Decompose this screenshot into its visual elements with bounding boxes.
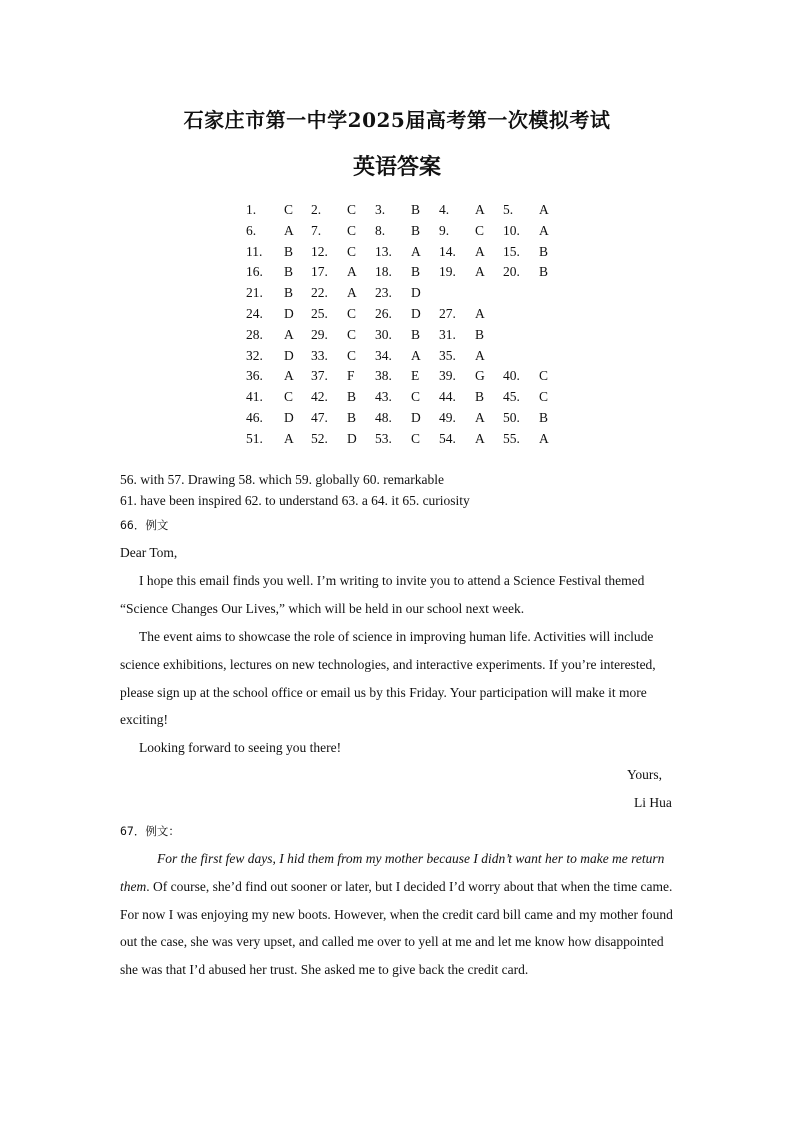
- answer-letter: B: [284, 243, 294, 259]
- answer-letter: C: [347, 305, 357, 321]
- question-number: 42.: [311, 389, 328, 405]
- answer-letter: A: [284, 326, 294, 342]
- question-number: 2.: [311, 202, 322, 217]
- continuation-lead-sentence: For the first few days, I hid them from my mother because I didn’t want her to make me return them: [120, 851, 665, 894]
- question-number: 3.: [375, 202, 386, 217]
- question-number: 49.: [439, 409, 456, 425]
- answer-letter: A: [347, 264, 357, 280]
- question-number: 54.: [439, 430, 456, 446]
- grammar-answers-line1: 56. with 57. Drawing 58. which 59. globally 60. remarkable: [120, 472, 444, 487]
- answer-letter: C: [284, 202, 294, 217]
- letter-paragraph-1: I hope this email finds you well. I’m writing to invite you to attend a Science Festival themed “Science Changes Our Lives,” which will be held in our school next week.: [120, 573, 645, 616]
- q67-label: 67．例文：: [120, 824, 180, 838]
- answer-letter: A: [411, 243, 421, 259]
- answer-letter: E: [411, 368, 420, 384]
- question-number: 28.: [246, 326, 263, 342]
- answer-letter: B: [539, 409, 549, 425]
- question-number: 23.: [375, 285, 392, 301]
- letter-greeting: Dear Tom,: [120, 545, 178, 560]
- exam-title: 石家庄市第一中学2025届高考第一次模拟考试: [183, 108, 611, 132]
- question-number: 22.: [311, 285, 328, 301]
- answer-letter: D: [411, 409, 421, 425]
- answer-letter: A: [284, 430, 294, 446]
- question-number: 52.: [311, 430, 328, 446]
- continuation-writing: [120, 845, 680, 984]
- question-number: 15.: [503, 243, 520, 259]
- answer-letter: D: [284, 409, 294, 425]
- letter-closing: Yours,: [627, 767, 663, 782]
- answer-letter: B: [475, 326, 485, 342]
- question-number: 29.: [311, 326, 328, 342]
- answer-letter: B: [411, 202, 421, 217]
- answer-letter: G: [475, 368, 485, 384]
- question-number: 11.: [246, 243, 263, 259]
- answer-letter: B: [284, 264, 294, 280]
- answer-letter: D: [347, 430, 357, 446]
- answer-letter: D: [284, 305, 294, 321]
- answer-letter: B: [475, 389, 485, 405]
- answer-letter: C: [347, 222, 357, 238]
- question-number: 5.: [503, 202, 514, 217]
- question-number: 4.: [439, 202, 450, 217]
- answer-letter: C: [539, 368, 549, 384]
- question-number: 50.: [503, 409, 520, 425]
- answer-letter: C: [284, 389, 294, 405]
- answer-letter: C: [411, 389, 421, 405]
- answer-letter: A: [539, 202, 549, 217]
- question-number: 1.: [246, 202, 257, 217]
- question-number: 18.: [375, 264, 392, 280]
- answer-letter: D: [284, 347, 294, 363]
- answer-letter: B: [539, 264, 549, 280]
- answer-letter: C: [539, 389, 549, 405]
- answer-letter: C: [347, 243, 357, 259]
- question-number: 19.: [439, 264, 456, 280]
- question-number: 32.: [246, 347, 263, 363]
- answer-letter: C: [347, 326, 357, 342]
- answer-letter: A: [475, 305, 485, 321]
- question-number: 9.: [439, 222, 450, 238]
- answer-letter: A: [475, 347, 485, 363]
- question-number: 34.: [375, 347, 392, 363]
- answer-letter: C: [411, 430, 421, 446]
- answer-letter: A: [475, 243, 485, 259]
- question-number: 10.: [503, 222, 520, 238]
- answer-letter: B: [284, 285, 294, 301]
- question-number: 17.: [311, 264, 328, 280]
- question-number: 25.: [311, 305, 328, 321]
- question-number: 41.: [246, 389, 263, 405]
- answer-letter: A: [284, 368, 294, 384]
- question-number: 39.: [439, 368, 456, 384]
- question-number: 35.: [439, 347, 456, 363]
- answer-letter: A: [284, 222, 294, 238]
- question-number: 14.: [439, 243, 456, 259]
- question-number: 12.: [311, 243, 328, 259]
- question-number: 47.: [311, 409, 328, 425]
- answer-letter: B: [347, 409, 357, 425]
- q66-label: 66．例文: [120, 518, 169, 532]
- question-number: 45.: [503, 389, 520, 405]
- question-number: 55.: [503, 430, 520, 446]
- question-number: 40.: [503, 368, 520, 384]
- question-number: 51.: [246, 430, 263, 446]
- question-number: 24.: [246, 305, 263, 321]
- question-number: 16.: [246, 264, 263, 280]
- question-number: 43.: [375, 389, 392, 405]
- question-number: 53.: [375, 430, 392, 446]
- answer-letter: B: [347, 389, 357, 405]
- letter-paragraph-3: Looking forward to seeing you there!: [139, 740, 342, 755]
- grammar-answers-line2: 61. have been inspired 62. to understand 63. a 64. it 65. curiosity: [120, 493, 470, 508]
- answer-letter: A: [539, 430, 549, 446]
- question-number: 6.: [246, 222, 257, 238]
- question-number: 44.: [439, 389, 456, 405]
- answer-letter: B: [411, 264, 421, 280]
- question-number: 13.: [375, 243, 392, 259]
- question-number: 8.: [375, 222, 386, 238]
- answer-letter: A: [475, 430, 485, 446]
- question-number: 21.: [246, 285, 263, 301]
- answer-letter: B: [539, 243, 549, 259]
- question-number: 30.: [375, 326, 392, 342]
- answer-letter: B: [411, 326, 421, 342]
- answer-letter: C: [475, 222, 485, 238]
- answer-letter: A: [475, 202, 485, 217]
- answer-letter: F: [347, 368, 355, 384]
- question-number: 31.: [439, 326, 456, 342]
- answer-letter: A: [539, 222, 549, 238]
- continuation-body: . Of course, she’d find out sooner or later, but I decided I’d worry about that when the time came. For now I was enjoying my new boots. However, when the credit card bill came and my mother found out the case, she was very upset, and called me over to yell at me and let me know how disappointed she was that I’d abused her trust. She asked me to give back the credit card.: [120, 878, 673, 978]
- answer-letter: A: [475, 264, 485, 280]
- answer-letter: C: [347, 347, 357, 363]
- answer-letter: D: [411, 305, 421, 321]
- question-number: 33.: [311, 347, 328, 363]
- question-number: 27.: [439, 305, 456, 321]
- answer-letter: D: [411, 285, 421, 301]
- question-number: 7.: [311, 222, 322, 238]
- answer-letter: A: [475, 409, 485, 425]
- question-number: 46.: [246, 409, 263, 425]
- answer-letter: C: [347, 202, 357, 217]
- question-number: 38.: [375, 368, 392, 384]
- question-number: 48.: [375, 409, 392, 425]
- letter-signature: Li Hua: [634, 795, 672, 810]
- answer-letter: A: [347, 285, 357, 301]
- question-number: 37.: [311, 368, 328, 384]
- question-number: 20.: [503, 264, 520, 280]
- answer-letter: A: [411, 347, 421, 363]
- answer-letter: B: [411, 222, 421, 238]
- question-number: 26.: [375, 305, 392, 321]
- letter-paragraph-2: The event aims to showcase the role of science in improving human life. Activities will include science exhibitions, lectures on new technologies, and interactive experiments. If you’re interested, please sign up at the school office or email us by this Friday. Your participation will make it more exciting!: [120, 629, 656, 728]
- answer-key-subtitle: 英语答案: [352, 154, 441, 180]
- question-number: 36.: [246, 368, 263, 384]
